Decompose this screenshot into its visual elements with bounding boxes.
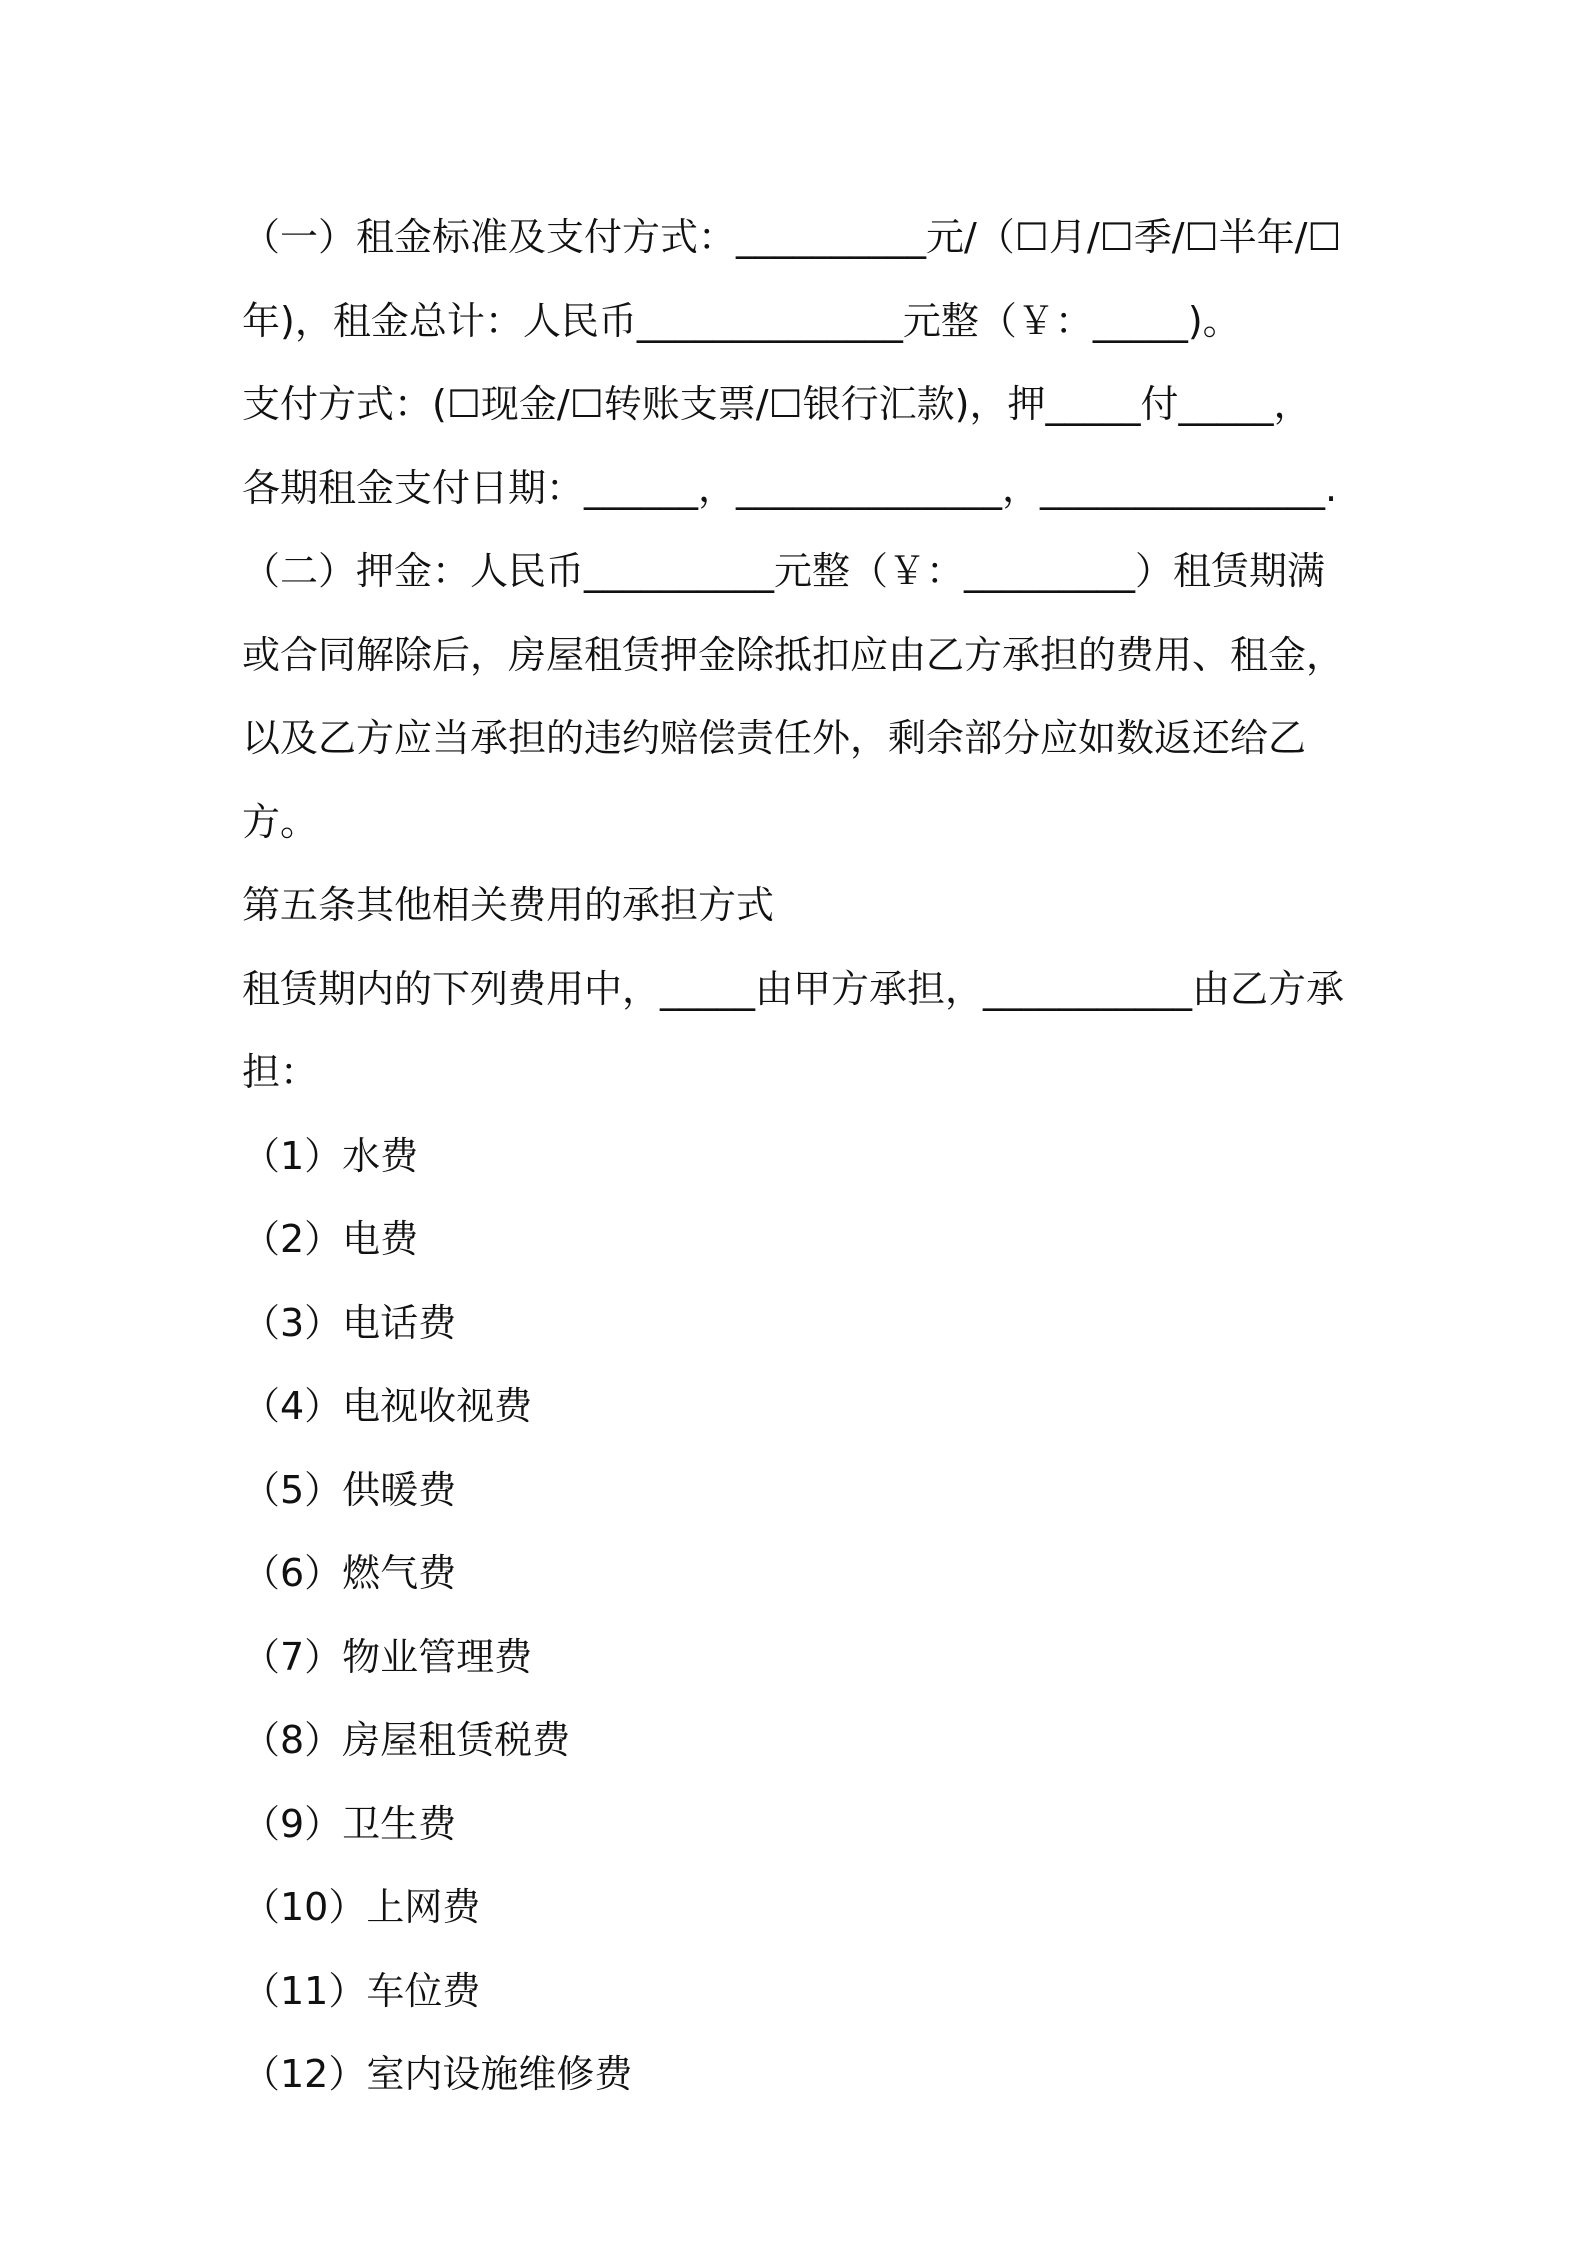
list-item: （1）水费: [242, 1133, 419, 1178]
list-item: （6）燃气费: [242, 1551, 457, 1595]
list-item: （9）卫生费: [242, 1801, 457, 1846]
list-item: （12）室内设施维修费: [242, 2052, 633, 2096]
list-item: （3）电话费: [242, 1300, 457, 1345]
rent-standard-paragraph: （一）租金标准及支付方式：__________元/（☐月/☐季/☐半年/☐年)，租金总计：人民币______________元整（￥：_____)。: [242, 215, 1342, 343]
payment-dates-paragraph: 各期租金支付日期：______，______________，_______________.: [242, 465, 1338, 510]
article-five-heading: 第五条其他相关费用的承担方式: [242, 883, 775, 927]
payment-method-paragraph: 支付方式：(☐现金/☐转账支票/☐银行汇款)，押_____付_____，: [242, 382, 1312, 426]
deposit-paragraph: （二）押金：人民币__________元整（￥：_________）租赁期满或合同解除后，房屋租赁押金除抵扣应由乙方承担的费用、租金，以及乙方应当承担的违约赔偿责任外，剩余部分应如数返还给乙方。: [242, 549, 1345, 844]
list-item: （8）房屋租赁税费: [242, 1718, 571, 1762]
list-item: （5）供暖费: [242, 1467, 457, 1512]
list-item: （4）电视收视费: [242, 1384, 533, 1428]
list-item: （7）物业管理费: [242, 1634, 533, 1679]
list-item: （2）电费: [242, 1217, 419, 1261]
document-body: [242, 196, 1352, 2117]
list-item: （11）车位费: [242, 1968, 481, 2013]
fee-allocation-paragraph: 租赁期内的下列费用中，_____由甲方承担，___________由乙方承担：: [242, 966, 1345, 1094]
list-item: （10）上网费: [242, 1885, 481, 1929]
fee-list: [242, 1115, 1352, 2117]
